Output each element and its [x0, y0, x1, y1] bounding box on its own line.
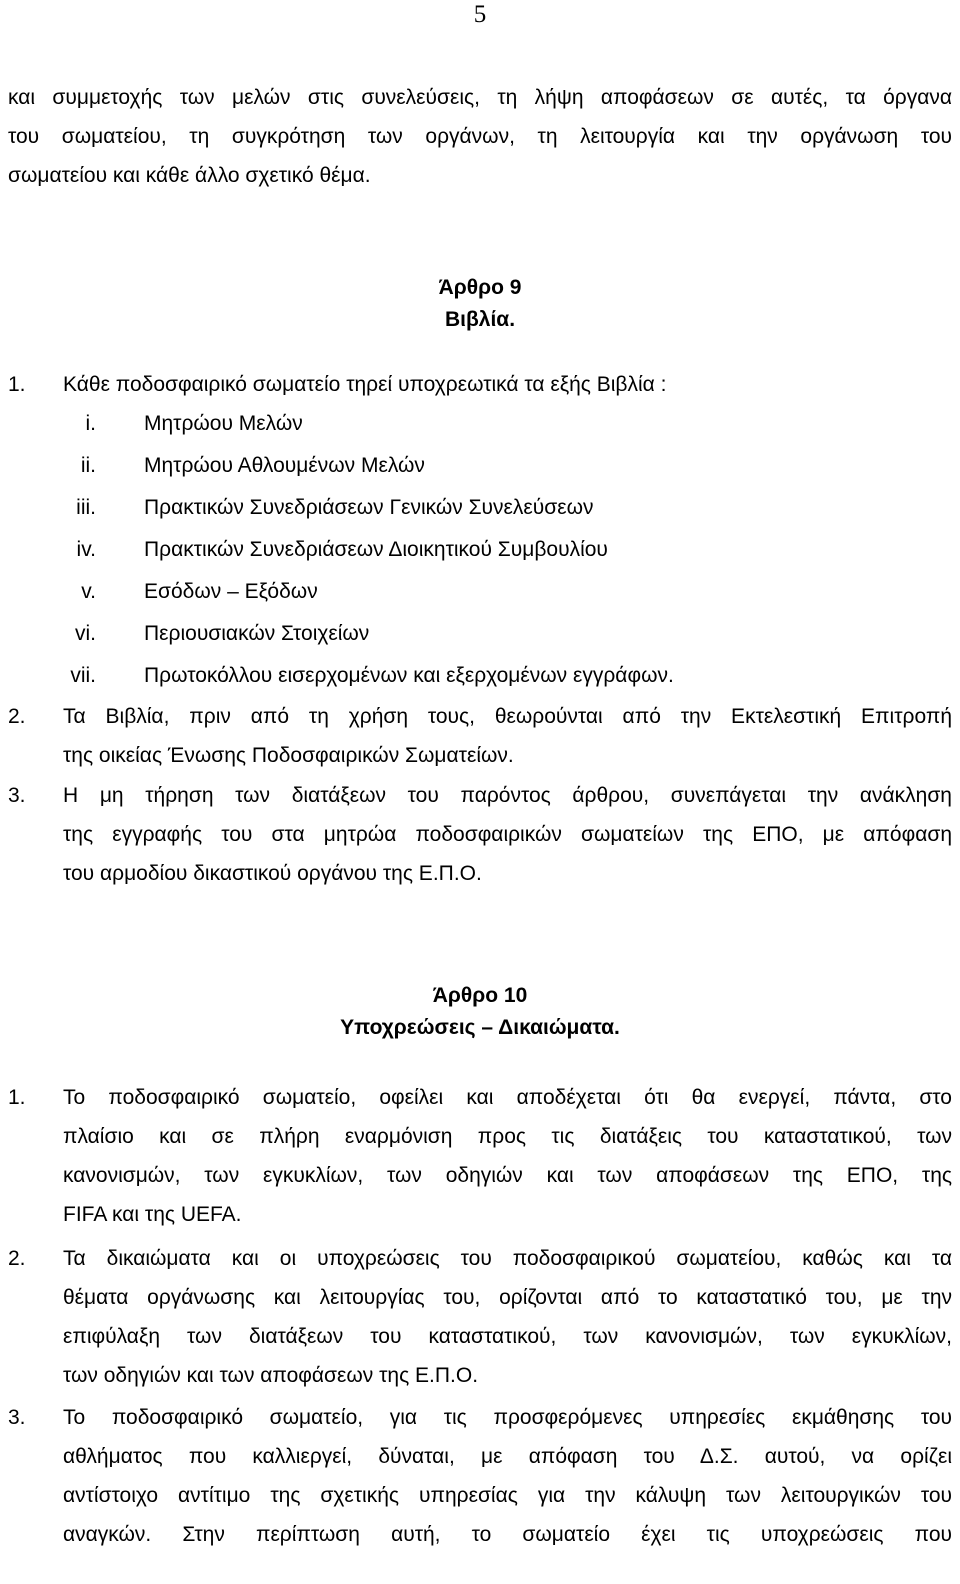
book-numeral: vii.: [70, 664, 96, 687]
book-numeral: vi.: [75, 622, 96, 645]
paragraph-line: Τα Βιβλία, πριν από τη χρήση τους, θεωρούνται από την Εκτελεστική Επιτροπή: [63, 705, 952, 728]
intro-paragraph: [8, 78, 952, 195]
paragraph-line: επιφύλαξη των διατάξεων του καταστατικού, των κανονισμών, των εγκυκλίων,: [63, 1325, 952, 1348]
article-10-subtitle: Υποχρεώσεις – Δικαιώματα.: [340, 1016, 620, 1039]
paragraph-line: των οδηγιών και των αποφάσεων της Ε.Π.Ο.: [63, 1364, 479, 1387]
paragraph-line: Τα δικαιώματα και οι υποχρεώσεις του ποδοσφαιρικού σωματείου, καθώς και τα: [63, 1247, 952, 1270]
book-numeral: iii.: [76, 496, 96, 519]
paragraph-line: Το ποδοσφαιρικό σωματείο, οφείλει και αποδέχεται ότι θα ενεργεί, πάντα, στο: [63, 1086, 952, 1109]
article-10-p1-number: 1.: [8, 1086, 26, 1109]
book-name: Μητρώου Μελών: [144, 412, 303, 435]
article-10-title: Άρθρο 10: [432, 984, 528, 1007]
paragraph-line: FIFA και της UEFA.: [63, 1203, 242, 1226]
book-name: Πρακτικών Συνεδριάσεων Γενικών Συνελεύσεων: [144, 496, 594, 519]
article-9-subtitle: Βιβλία.: [444, 308, 516, 331]
article-9-p3-text: [63, 776, 952, 893]
paragraph-line: αναγκών. Στην περίπτωση αυτή, το σωματείο έχει τις υποχρεώσεις που: [63, 1523, 952, 1546]
paragraph-line: αθλήματος που καλλιεργεί, δύναται, με απόφαση του Δ.Σ. αυτού, να ορίζει: [63, 1445, 952, 1468]
article-10-p1-text: [63, 1078, 952, 1234]
paragraph-line: της οικείας Ένωσης Ποδοσφαιρικών Σωματείων.: [63, 744, 514, 767]
book-numeral: v.: [81, 580, 96, 603]
book-numeral: iv.: [76, 538, 96, 561]
article-10-p2-number: 2.: [8, 1247, 26, 1270]
book-numeral: ii.: [80, 454, 96, 477]
book-name: Περιουσιακών Στοιχείων: [144, 622, 370, 645]
paragraph-line: του αρμοδίου δικαστικού οργάνου της Ε.Π.Ο.: [63, 862, 482, 885]
book-name: Εσόδων – Εξόδων: [144, 580, 318, 603]
book-numeral: i.: [85, 412, 96, 435]
article-9-title: Άρθρο 9: [438, 276, 522, 299]
book-name: Πρωτοκόλλου εισερχομένων και εξερχομένων εγγράφων.: [144, 664, 674, 687]
book-name: Μητρώου Αθλουμένων Μελών: [144, 454, 425, 477]
intro-line: του σωματείου, τη συγκρότηση των οργάνων, τη λειτουργία και την οργάνωση του: [8, 125, 952, 148]
paragraph-line: της εγγραφής του στα μητρώα ποδοσφαιρικών σωματείων της ΕΠΟ, με απόφαση: [63, 823, 952, 846]
article-9-p2-text: [63, 697, 952, 775]
book-name: Πρακτικών Συνεδριάσεων Διοικητικού Συμβουλίου: [144, 538, 608, 561]
article-9-p2-number: 2.: [8, 705, 26, 728]
article-10-p2-text: [63, 1239, 952, 1395]
article-10-p3-number: 3.: [8, 1406, 26, 1429]
article-10-p3-text: [63, 1398, 952, 1554]
article-9-p1-number: 1.: [8, 373, 26, 396]
paragraph-line: θέματα οργάνωσης και λειτουργίας του, ορίζονται από το καταστατικό του, με την: [63, 1286, 952, 1309]
article-9-p1-text: Κάθε ποδοσφαιρικό σωματείο τηρεί υποχρεωτικά τα εξής Βιβλία :: [63, 373, 667, 396]
intro-line: σωματείου και κάθε άλλο σχετικό θέμα.: [8, 164, 371, 187]
paragraph-line: πλαίσιο και σε πλήρη εναρμόνιση προς τις διατάξεις του καταστατικού, των: [63, 1125, 952, 1148]
intro-line: και συμμετοχής των μελών στις συνελεύσεις, τη λήψη αποφάσεων σε αυτές, τα όργανα: [8, 86, 952, 109]
page-number: 5: [473, 1, 487, 28]
paragraph-line: αντίστοιχο αντίτιμο της σχετικής υπηρεσίας για την κάλυψη των λειτουργικών του: [63, 1484, 952, 1507]
paragraph-line: κανονισμών, των εγκυκλίων, των οδηγιών και των αποφάσεων της ΕΠΟ, της: [63, 1164, 952, 1187]
paragraph-line: Η μη τήρηση των διατάξεων του παρόντος άρθρου, συνεπάγεται την ανάκληση: [63, 784, 952, 807]
paragraph-line: Το ποδοσφαιρικό σωματείο, για τις προσφερόμενες υπηρεσίες εκμάθησης του: [63, 1406, 952, 1429]
article-9-p3-number: 3.: [8, 784, 26, 807]
